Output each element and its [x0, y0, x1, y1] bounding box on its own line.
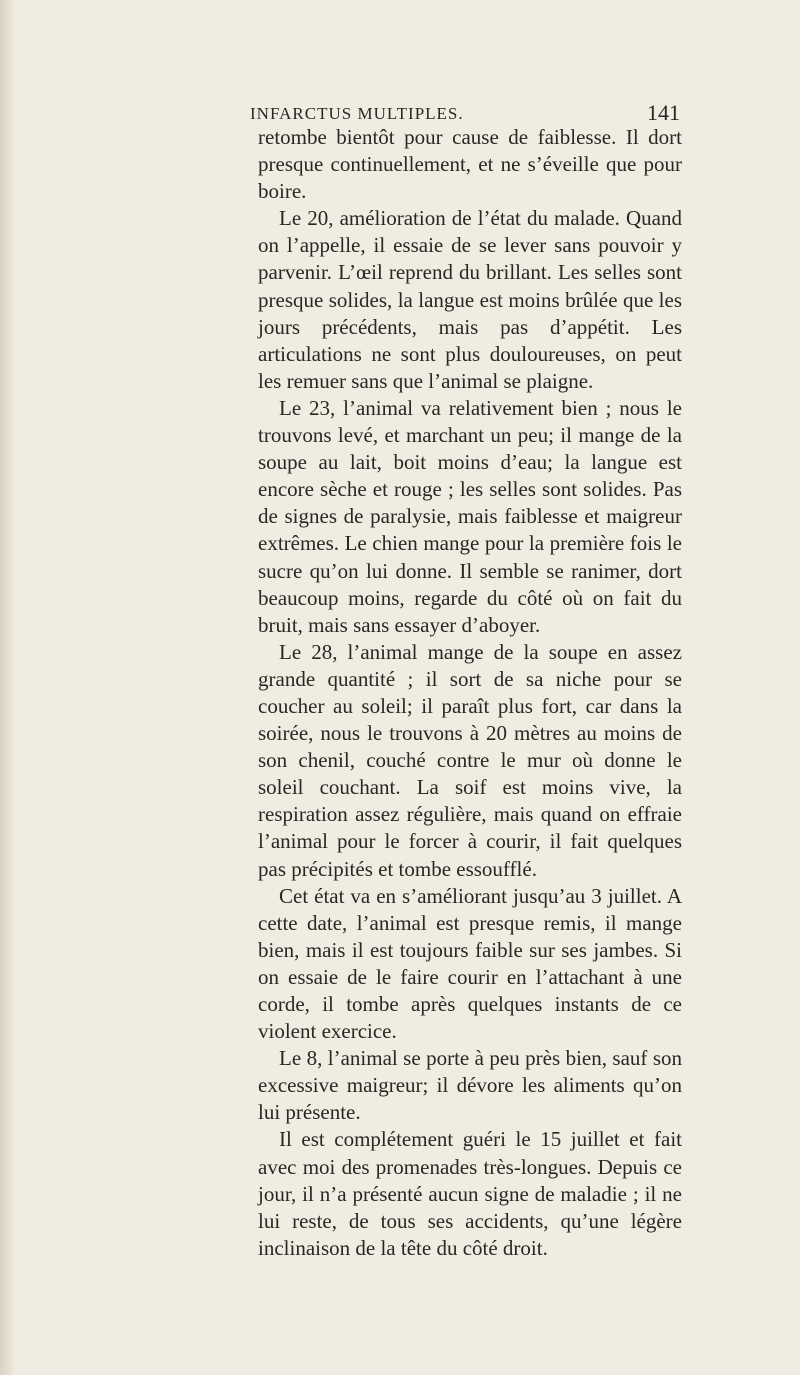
paragraph-day-28: Le 28, l’animal mange de la soupe en assez grande quantité ; il sort de sa niche pour se coucher au soleil; il paraît plus fort, car dans la soirée, nous le trouvons à 20 mètres au moins de son chenil, couché contre le mur où donne le soleil couchant. La soif est moins vive, la respiration assez régulière, mais quand on effraie l’animal pour le forcer à courir, il fait quelques pas précipités et tombe essoufflé.: [258, 639, 682, 881]
paragraph-day-20: Le 20, amélioration de l’état du malade. Quand on l’appelle, il essaie de se lever sans pouvoir y parvenir. L’œil reprend du brillant. Les selles sont presque solides, la langue est moins brûlée que les jours précédents, mais pas d’appétit. Les articulations ne sont plus douloureuses, on peut les remuer sans que l’animal se plaigne.: [258, 206, 682, 393]
page-number: 141: [647, 100, 680, 125]
paragraph-continuation: retombe bientôt pour cause de faiblesse. Il dort presque continuellement, et ne s’éveille que pour boire.: [258, 125, 682, 204]
paragraph-day-8: Le 8, l’animal se porte à peu près bien, sauf son excessive maigreur; il dévore les aliments qu’on lui présente.: [258, 1046, 682, 1125]
paragraph-july-15: Il est complétement guéri le 15 juillet et fait avec moi des promenades très-longues. Depuis ce jour, il n’a présenté aucun signe de maladie ; il ne lui reste, de tous ses accidents, qu’une légère inclinaison de la tête du côté droit.: [258, 1127, 682, 1260]
body-text: [258, 124, 682, 1262]
running-title: INFARCTUS MULTIPLES.: [250, 104, 464, 123]
paragraph-july-3: Cet état va en s’améliorant jusqu’au 3 juillet. A cette date, l’animal est presque remis, il mange bien, mais il est toujours faible sur ses jambes. Si on essaie de le faire courir en l’attachant à une corde, il tombe après quelques instants de ce violent exercice.: [258, 883, 682, 1044]
paragraph-day-23: Le 23, l’animal va relativement bien ; nous le trouvons levé, et marchant un peu; il mange de la soupe au lait, boit moins d’eau; la langue est encore sèche et rouge ; les selles sont solides. Pas de signes de paralysie, mais faiblesse et maigreur extrêmes. Le chien mange pour la première fois le sucre qu’on lui donne. Il semble se ranimer, dort beaucoup moins, regarde du côté où on fait du bruit, mais sans essayer d’aboyer.: [258, 395, 682, 637]
page-edge-shadow: [0, 0, 14, 1375]
